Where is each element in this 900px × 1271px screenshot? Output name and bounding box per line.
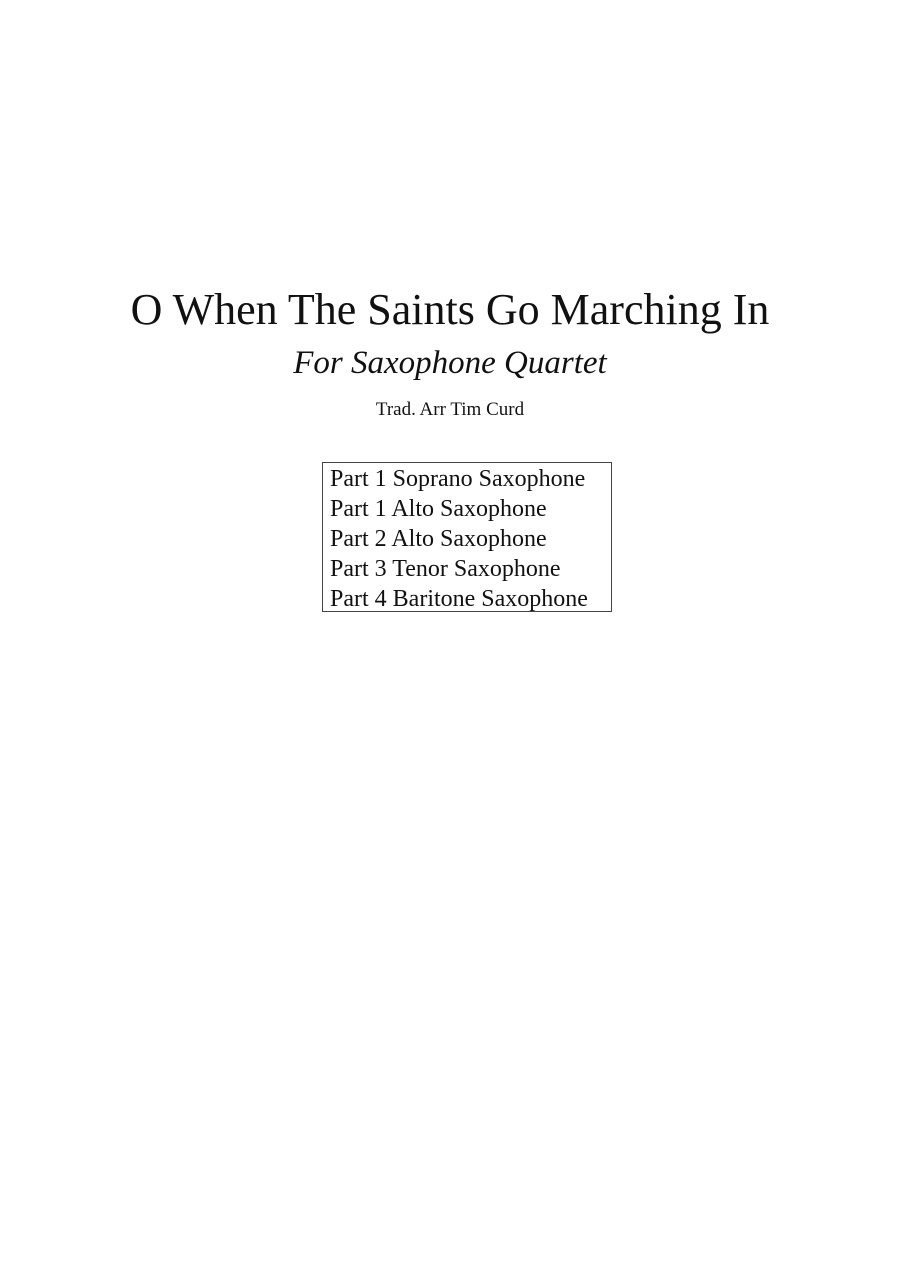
piece-title: O When The Saints Go Marching In [130,285,770,334]
part-item-alto-1: Part 1 Alto Saxophone [330,496,547,522]
parts-list [330,464,611,614]
piece-subtitle: For Saxophone Quartet [293,345,607,381]
part-item-tenor: Part 3 Tenor Saxophone [330,556,561,582]
parts-list-box [322,462,612,612]
part-item-soprano: Part 1 Soprano Saxophone [330,466,586,492]
part-item-alto-2: Part 2 Alto Saxophone [330,526,547,552]
part-item-baritone: Part 4 Baritone Saxophone [330,586,588,612]
arranger-credit: Trad. Arr Tim Curd [375,399,525,420]
